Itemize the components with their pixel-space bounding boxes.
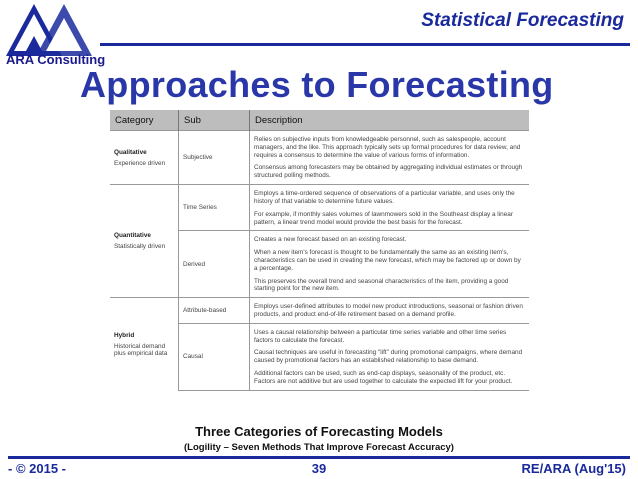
forecasting-table <box>110 110 529 391</box>
category-name: Quantitative <box>114 232 151 240</box>
sub-cell: Time Series <box>179 185 250 231</box>
description-paragraph: When a new item's forecast is thought to be fundamentally the same as an existing item's, characteristics can be used in creating the new forecast, which may be factored up or down by a percentage. <box>254 249 521 272</box>
footer-reference: RE/ARA (Aug'15) <box>521 461 626 476</box>
description-paragraph: For example, if monthly sales volumes of lawnmowers sold in the Southeast display a linear pattern, a linear trend model would provide the best basis for the forecast. <box>254 210 513 226</box>
brand-name: ARA Consulting <box>6 52 106 67</box>
description-paragraph: Uses a causal relationship between a particular time series variable and other time series factors to calculate the forecast. <box>254 328 507 344</box>
table-source: (Logility – Seven Methods That Improve Forecast Accuracy) <box>184 442 454 453</box>
description-paragraph: Causal techniques are useful in forecasting "lift" during promotional campaigns, where demand caused by promotional factors has an established relationship to base demand. <box>254 349 523 365</box>
description-paragraph: Consensus among forecasters may be obtained by aggregating individual estimates or through structured polling methods. <box>254 164 523 180</box>
sub-cell: Causal <box>179 323 250 390</box>
description-cell <box>250 185 530 231</box>
description-paragraph: This preserves the overall trend and seasonal characteristics of the item, providing a good starting point for the new item. <box>254 277 509 293</box>
footer-copyright: - © 2015 - <box>8 461 66 476</box>
description-paragraph: Employs a time-ordered sequence of observations of a particular variable, and uses only the history of that variable to determine future values. <box>254 190 515 205</box>
table-caption: Three Categories of Forecasting Models <box>195 424 443 439</box>
column-header-sub: Sub <box>179 110 250 131</box>
header-divider <box>100 43 630 46</box>
description-cell <box>250 323 530 390</box>
description-cell <box>250 131 530 185</box>
description-paragraph: Relies on subjective inputs from knowledgeable personnel, such as salespeople, account managers, and the like. This approach typically sets up formal procedures for data review, and requires a consensus to determine the value of various forms of information. <box>254 136 521 159</box>
description-cell <box>250 298 530 324</box>
table-row <box>110 185 529 231</box>
sub-cell: Subjective <box>179 131 250 185</box>
sub-cell: Derived <box>179 231 250 298</box>
category-name: Qualitative <box>114 148 147 156</box>
description-paragraph: Creates a new forecast based on an existing forecast. <box>254 236 407 244</box>
table-row <box>110 298 529 324</box>
column-header-description: Description <box>250 110 530 131</box>
page-number: 39 <box>311 461 327 476</box>
category-subtitle: Historical demand plus empirical data <box>114 342 168 357</box>
category-subtitle: Statistically driven <box>114 243 166 251</box>
page-title: Approaches to Forecasting <box>80 64 554 105</box>
category-name: Hybrid <box>114 331 135 339</box>
table-header-row <box>110 110 529 131</box>
sub-cell: Attribute-based <box>179 298 250 324</box>
header-title: Statistical Forecasting <box>421 10 624 31</box>
footer-divider <box>8 456 630 459</box>
description-paragraph: Employs user-defined attributes to model new product introductions, seasonal or fashion driven products, and product end-of-life retirement based on a demand profile. <box>254 303 523 318</box>
category-cell-qualitative <box>110 131 179 185</box>
category-cell-hybrid <box>110 298 179 391</box>
column-header-category: Category <box>110 110 179 131</box>
description-cell <box>250 231 530 298</box>
category-cell-quantitative <box>110 185 179 298</box>
category-subtitle: Experience driven <box>114 159 166 167</box>
description-paragraph: Additional factors can be used, such as end-cap displays, seasonality of the product, etc. Factors are not additive but are used together to calculate the expected lift for your product. <box>254 370 513 385</box>
table-row <box>110 131 529 185</box>
